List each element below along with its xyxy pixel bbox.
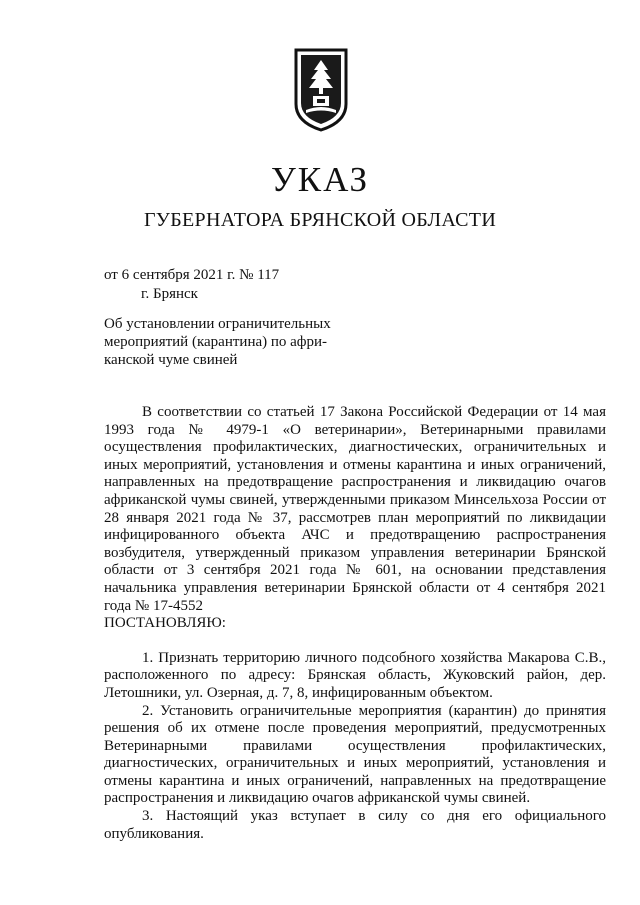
document-subject <box>104 315 364 369</box>
document-subtitle: ГУБЕРНАТОРА БРЯНСКОЙ ОБЛАСТИ <box>143 209 497 231</box>
document-body <box>104 404 606 843</box>
bryansk-coat-of-arms-icon <box>292 46 350 132</box>
subject-line: канской чуме свиней <box>104 352 238 368</box>
item-paragraph-3: 3. Настоящий указ вступает в силу со дня его официального опубликования. <box>104 808 606 842</box>
subject-line: Об установлении ограничительных <box>104 316 331 332</box>
item-paragraph-1: 1. Признать территорию личного подсобного хозяйства Макарова С.В., расположенного по адресу: Брянская область, Жуковский район, дер. Летошники, ул. Озерная, д. 7, 8, инфицированным объектом. <box>104 649 606 701</box>
date-number: от 6 сентября 2021 г. № 117 <box>104 267 280 283</box>
subject-line: мероприятий (карантина) по афри- <box>104 334 328 350</box>
preamble-paragraph: В соответствии со статьей 17 Закона Российской Федерации от 14 мая 1993 года № 4979-1 «О ветеринарии», Ветеринарными правилами осуществления профилактических, диагностических, ограничительных и иных мероприятий, установления и отмены карантина и иных ограничений, направленных на предотвращение распространения и ликвидацию очагов африканской чумы свиней, утвержденными приказом Минсельхоза России от 28 января 2021 года № 37, рассмотрев план мероприятий по ликвидации инфицированного объекта АЧС и предотвращению распространения возбудителя, утвержденный приказом управления ветеринарии Брянской области от 3 сентября 2021 года № 601, на основании представления начальника управления ветеринарии Брянской области от 4 сентября 2021 года № 17-4552 <box>104 404 606 614</box>
decree-heading: ПОСТАНОВЛЯЮ: <box>104 615 226 632</box>
document-title: УКАЗ <box>270 160 370 199</box>
item-paragraph-2: 2. Установить ограничительные мероприятия (карантин) до принятия решения об их отмене после проведения мероприятий, предусмотренных Ветеринарными правилами осуществления профилактических, диагностических, ограничительных и иных мероприятий, установления и отмены карантина и иных ограничений, направленных на предотвращение распространения и ликвидацию очагов африканской чумы свиней. <box>104 702 606 807</box>
document-meta <box>104 266 279 304</box>
city: г. Брянск <box>141 286 198 302</box>
